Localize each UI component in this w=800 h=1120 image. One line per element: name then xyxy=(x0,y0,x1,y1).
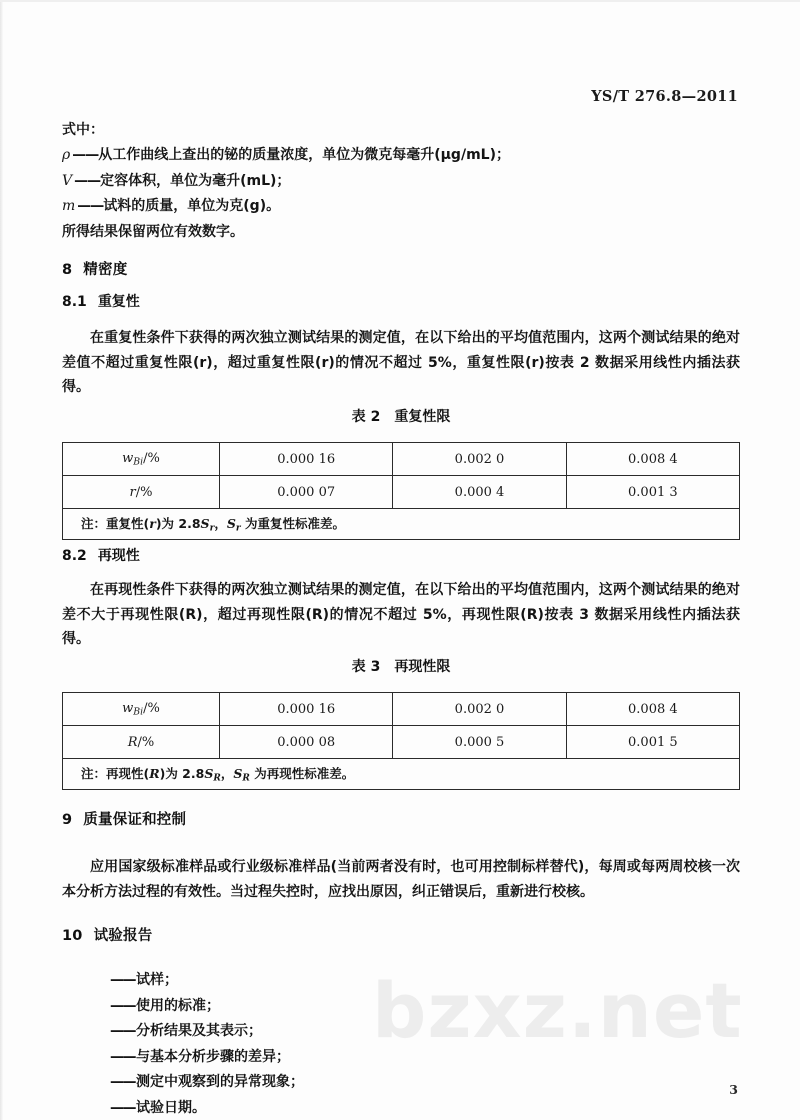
list-item xyxy=(62,1070,740,1096)
list-item xyxy=(62,1045,740,1071)
table-cell: 0.008 4 xyxy=(566,693,739,726)
dash-lead: —— xyxy=(110,1048,135,1065)
list-item xyxy=(62,1096,740,1120)
table-cell: 0.000 16 xyxy=(220,693,393,726)
test-report-item-list xyxy=(62,968,740,1120)
paragraph-quality-control: 应用国家级标准样品或行业级标准样品(当前两者没有时，也可用控制标样替代)，每周或每两周校核一次本分析方法过程的有效性。当过程失控时，应找出原因，纠正错误后，重新进行校核。 xyxy=(62,859,740,900)
table-3-caption xyxy=(62,656,740,676)
definition-dash: —— xyxy=(72,147,99,163)
table-row xyxy=(63,443,740,476)
table-cell: 0.000 08 xyxy=(220,726,393,759)
section-number: 9 xyxy=(62,812,73,828)
table-cell: 0.000 4 xyxy=(393,476,566,509)
table-note: 注：重复性(r)为 $2.8S_r$，$S_r$ 为重复性标准差。 xyxy=(63,509,740,540)
table-caption-number: 3 xyxy=(370,659,381,675)
watermark-text: bzxz.net xyxy=(372,966,743,1055)
subsection-title: 重复性 xyxy=(97,294,140,310)
list-item xyxy=(62,968,740,994)
table-caption-number: 2 xyxy=(370,409,381,425)
subsection-number: 8.1 xyxy=(62,294,87,310)
list-item-label: 分析结果及其表示； xyxy=(136,1023,262,1039)
table-3-caption-wrap xyxy=(62,656,740,676)
table-cell: 0.000 16 xyxy=(220,443,393,476)
subsection-heading xyxy=(62,291,740,311)
list-item xyxy=(62,994,740,1020)
section-10-list-wrap xyxy=(62,968,740,1120)
table-3-wrap xyxy=(62,692,740,790)
symbol-v: V xyxy=(62,172,73,189)
list-item xyxy=(62,1019,740,1045)
dash-lead: —— xyxy=(110,997,135,1014)
section-heading xyxy=(62,808,740,829)
section-number: 10 xyxy=(62,928,83,944)
section-10-heading xyxy=(62,924,740,945)
table-2-wrap xyxy=(62,442,740,540)
definition-item xyxy=(62,194,740,220)
list-item-label: 与基本分析步骤的差异； xyxy=(136,1048,290,1065)
row-header-cell: r/% xyxy=(63,476,220,509)
subsection-number: 8.2 xyxy=(62,548,87,564)
definition-item xyxy=(62,143,740,169)
scan-edge-left xyxy=(0,0,3,1120)
definition-item xyxy=(62,169,740,195)
table-row xyxy=(63,693,740,726)
subsection-8-2-paragraph-wrap xyxy=(62,578,740,652)
table-repeatability-limits xyxy=(62,442,740,540)
list-item-label: 测定中观察到的异常现象； xyxy=(136,1074,304,1090)
dash-lead: —— xyxy=(110,1099,135,1116)
section-9-heading xyxy=(62,808,740,829)
page-number: 3 xyxy=(729,1082,738,1097)
dash-lead: —— xyxy=(110,1023,135,1039)
section-heading xyxy=(62,924,740,945)
definition-list xyxy=(62,143,740,220)
list-item-label: 试样； xyxy=(136,972,178,988)
where-label: 式中： xyxy=(62,122,104,138)
rounding-note: 所得结果保留两位有效数字。 xyxy=(62,223,244,240)
table-caption-title: 再现性限 xyxy=(394,659,451,675)
paragraph-repeatability: 在重复性条件下获得的两次独立测试结果的测定值，在以下给出的平均值范围内，这两个测试结果的绝对差值不超过重复性限(r)，超过重复性限(r)的情况不超过 5%，重复性限(r)按表 2 数据采用线性内插法获得。 xyxy=(62,330,740,395)
table-cell: 0.000 5 xyxy=(393,726,566,759)
list-item-label: 试验日期。 xyxy=(136,1099,206,1116)
definition-text: 试料的质量，单位为克(g)。 xyxy=(103,198,281,214)
section-title: 质量保证和控制 xyxy=(83,812,187,828)
subsection-8-1-paragraph-wrap xyxy=(62,326,740,400)
table-2-caption xyxy=(62,406,740,426)
definition-text: 定容体积，单位为毫升(mL)； xyxy=(100,172,291,189)
table-note-row xyxy=(63,759,740,790)
section-9-paragraph-wrap xyxy=(62,855,740,904)
section-heading xyxy=(62,258,740,279)
table-caption-title: 重复性限 xyxy=(394,409,451,425)
list-item-label: 使用的标准； xyxy=(136,997,220,1014)
dash-lead: —— xyxy=(110,972,135,988)
section-title: 试验报告 xyxy=(93,928,153,944)
subsection-title: 再现性 xyxy=(97,548,140,564)
table-cell: 0.001 3 xyxy=(566,476,739,509)
row-header-cell: $w_{Bi}/\%$ xyxy=(63,443,220,476)
table-2-caption-wrap xyxy=(62,406,740,426)
table-cell: 0.001 5 xyxy=(566,726,739,759)
where-block xyxy=(62,118,740,245)
table-cell: 0.008 4 xyxy=(566,443,739,476)
table-caption-prefix: 表 xyxy=(351,659,366,675)
symbol-rho: ρ xyxy=(62,147,71,163)
dash-lead: —— xyxy=(110,1074,135,1090)
table-cell: 0.000 07 xyxy=(220,476,393,509)
section-title: 精密度 xyxy=(83,262,128,278)
section-8-heading xyxy=(62,258,740,279)
table-row xyxy=(63,726,740,759)
standard-number-header: YS/T 276.8—2011 xyxy=(591,88,738,105)
scan-edge-top xyxy=(0,0,800,2)
section-number: 8 xyxy=(62,262,73,278)
paragraph-reproducibility: 在再现性条件下获得的两次独立测试结果的测定值，在以下给出的平均值范围内，这两个测试结果的绝对差不大于再现性限(R)，超过再现性限(R)的情况不超过 5%，再现性限(R)按表 3 数据采用线性内插法获得。 xyxy=(62,582,740,647)
row-header-cell: $w_{Bi}/\%$ xyxy=(63,693,220,726)
table-cell: 0.002 0 xyxy=(393,443,566,476)
definition-dash: —— xyxy=(77,198,104,214)
subsection-heading xyxy=(62,545,740,565)
definition-dash: —— xyxy=(74,172,101,189)
row-header-cell: R/% xyxy=(63,726,220,759)
subsection-8-1-heading xyxy=(62,291,740,311)
subsection-8-2-heading xyxy=(62,545,740,565)
table-reproducibility-limits xyxy=(62,692,740,790)
definition-text: 从工作曲线上查出的铋的质量浓度，单位为微克每毫升(μg/mL)； xyxy=(98,147,510,163)
symbol-m: m xyxy=(62,198,76,214)
table-row xyxy=(63,476,740,509)
table-note-row xyxy=(63,509,740,540)
table-cell: 0.002 0 xyxy=(393,693,566,726)
table-note: 注：再现性(R)为 $2.8S_R$，$S_R$ 为再现性标准差。 xyxy=(63,759,740,790)
table-caption-prefix: 表 xyxy=(351,409,366,425)
